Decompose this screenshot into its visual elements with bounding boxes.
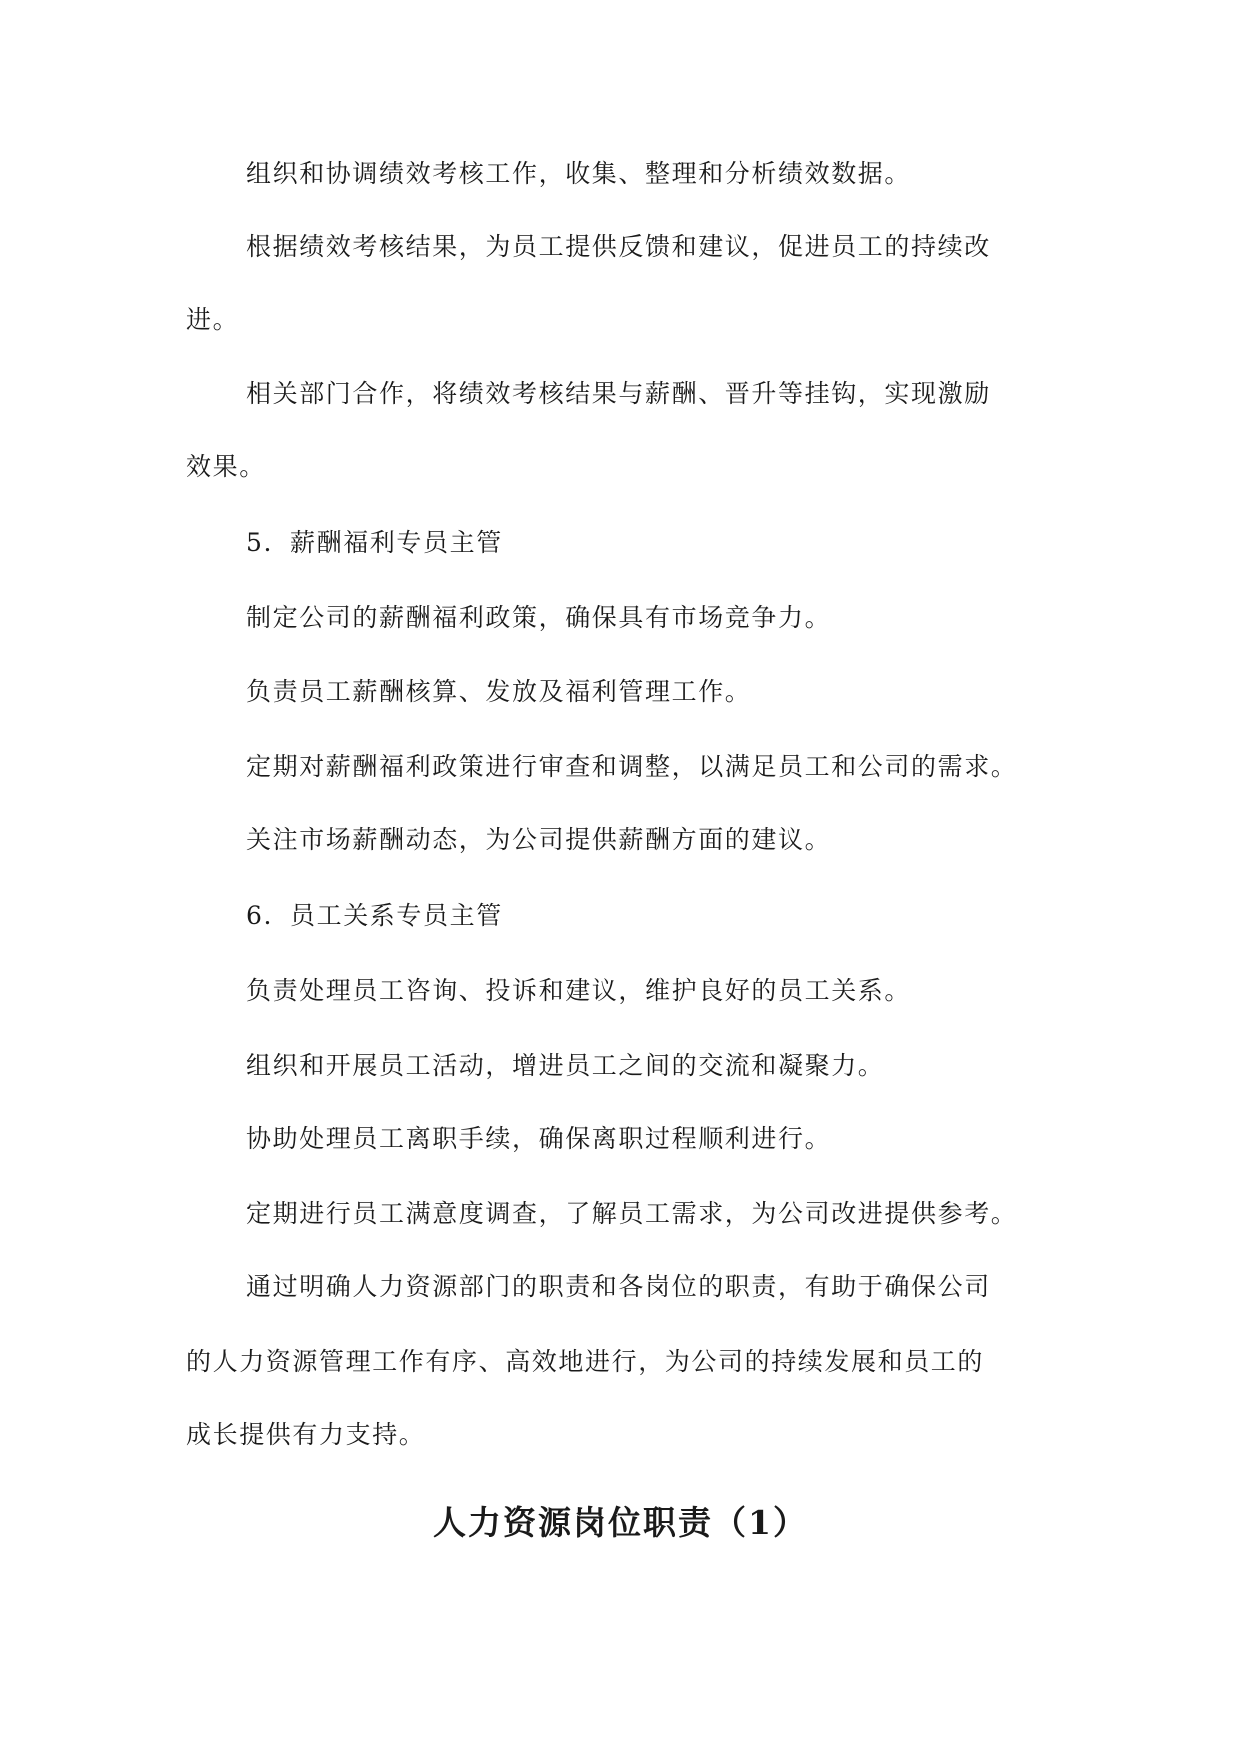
paragraph-line: 协助处理员工离职手续，确保离职过程顺利进行。 <box>246 1124 832 1153</box>
paragraph-line: 根据绩效考核结果，为员工提供反馈和建议，促进员工的持续改 <box>246 232 991 261</box>
section-heading-6 <box>246 900 503 932</box>
section-title: 员工关系专员主管 <box>290 901 503 930</box>
paragraph-line: 负责处理员工咨询、投诉和建议，维护良好的员工关系。 <box>246 976 912 1005</box>
paragraph-line: 定期进行员工满意度调查，了解员工需求，为公司改进提供参考。 <box>246 1199 1018 1228</box>
section-heading-5 <box>246 527 503 559</box>
section-title: 薪酬福利专员主管 <box>290 528 503 557</box>
paragraph-line: 定期对薪酬福利政策进行审查和调整，以满足员工和公司的需求。 <box>246 752 1018 781</box>
section-number: 6. <box>246 901 274 930</box>
paragraph-line: 效果。 <box>186 452 266 481</box>
paragraph-line: 相关部门合作，将绩效考核结果与薪酬、晋升等挂钩，实现激励 <box>246 379 991 408</box>
section-number: 5. <box>246 528 274 557</box>
paragraph-line: 制定公司的薪酬福利政策，确保具有市场竞争力。 <box>246 603 832 632</box>
paragraph-line: 组织和协调绩效考核工作，收集、整理和分析绩效数据。 <box>246 159 912 188</box>
paragraph-line: 负责员工薪酬核算、发放及福利管理工作。 <box>246 677 752 706</box>
paragraph-line: 成长提供有力支持。 <box>186 1420 426 1449</box>
document-title: 人力资源岗位职责（1） <box>433 1503 808 1542</box>
paragraph-line: 组织和开展员工活动，增进员工之间的交流和凝聚力。 <box>246 1051 885 1080</box>
paragraph-line: 通过明确人力资源部门的职责和各岗位的职责，有助于确保公司 <box>246 1272 991 1301</box>
paragraph-line: 关注市场薪酬动态，为公司提供薪酬方面的建议。 <box>246 825 832 854</box>
paragraph-line: 进。 <box>186 305 240 334</box>
paragraph-line: 的人力资源管理工作有序、高效地进行，为公司的持续发展和员工的 <box>186 1347 985 1376</box>
